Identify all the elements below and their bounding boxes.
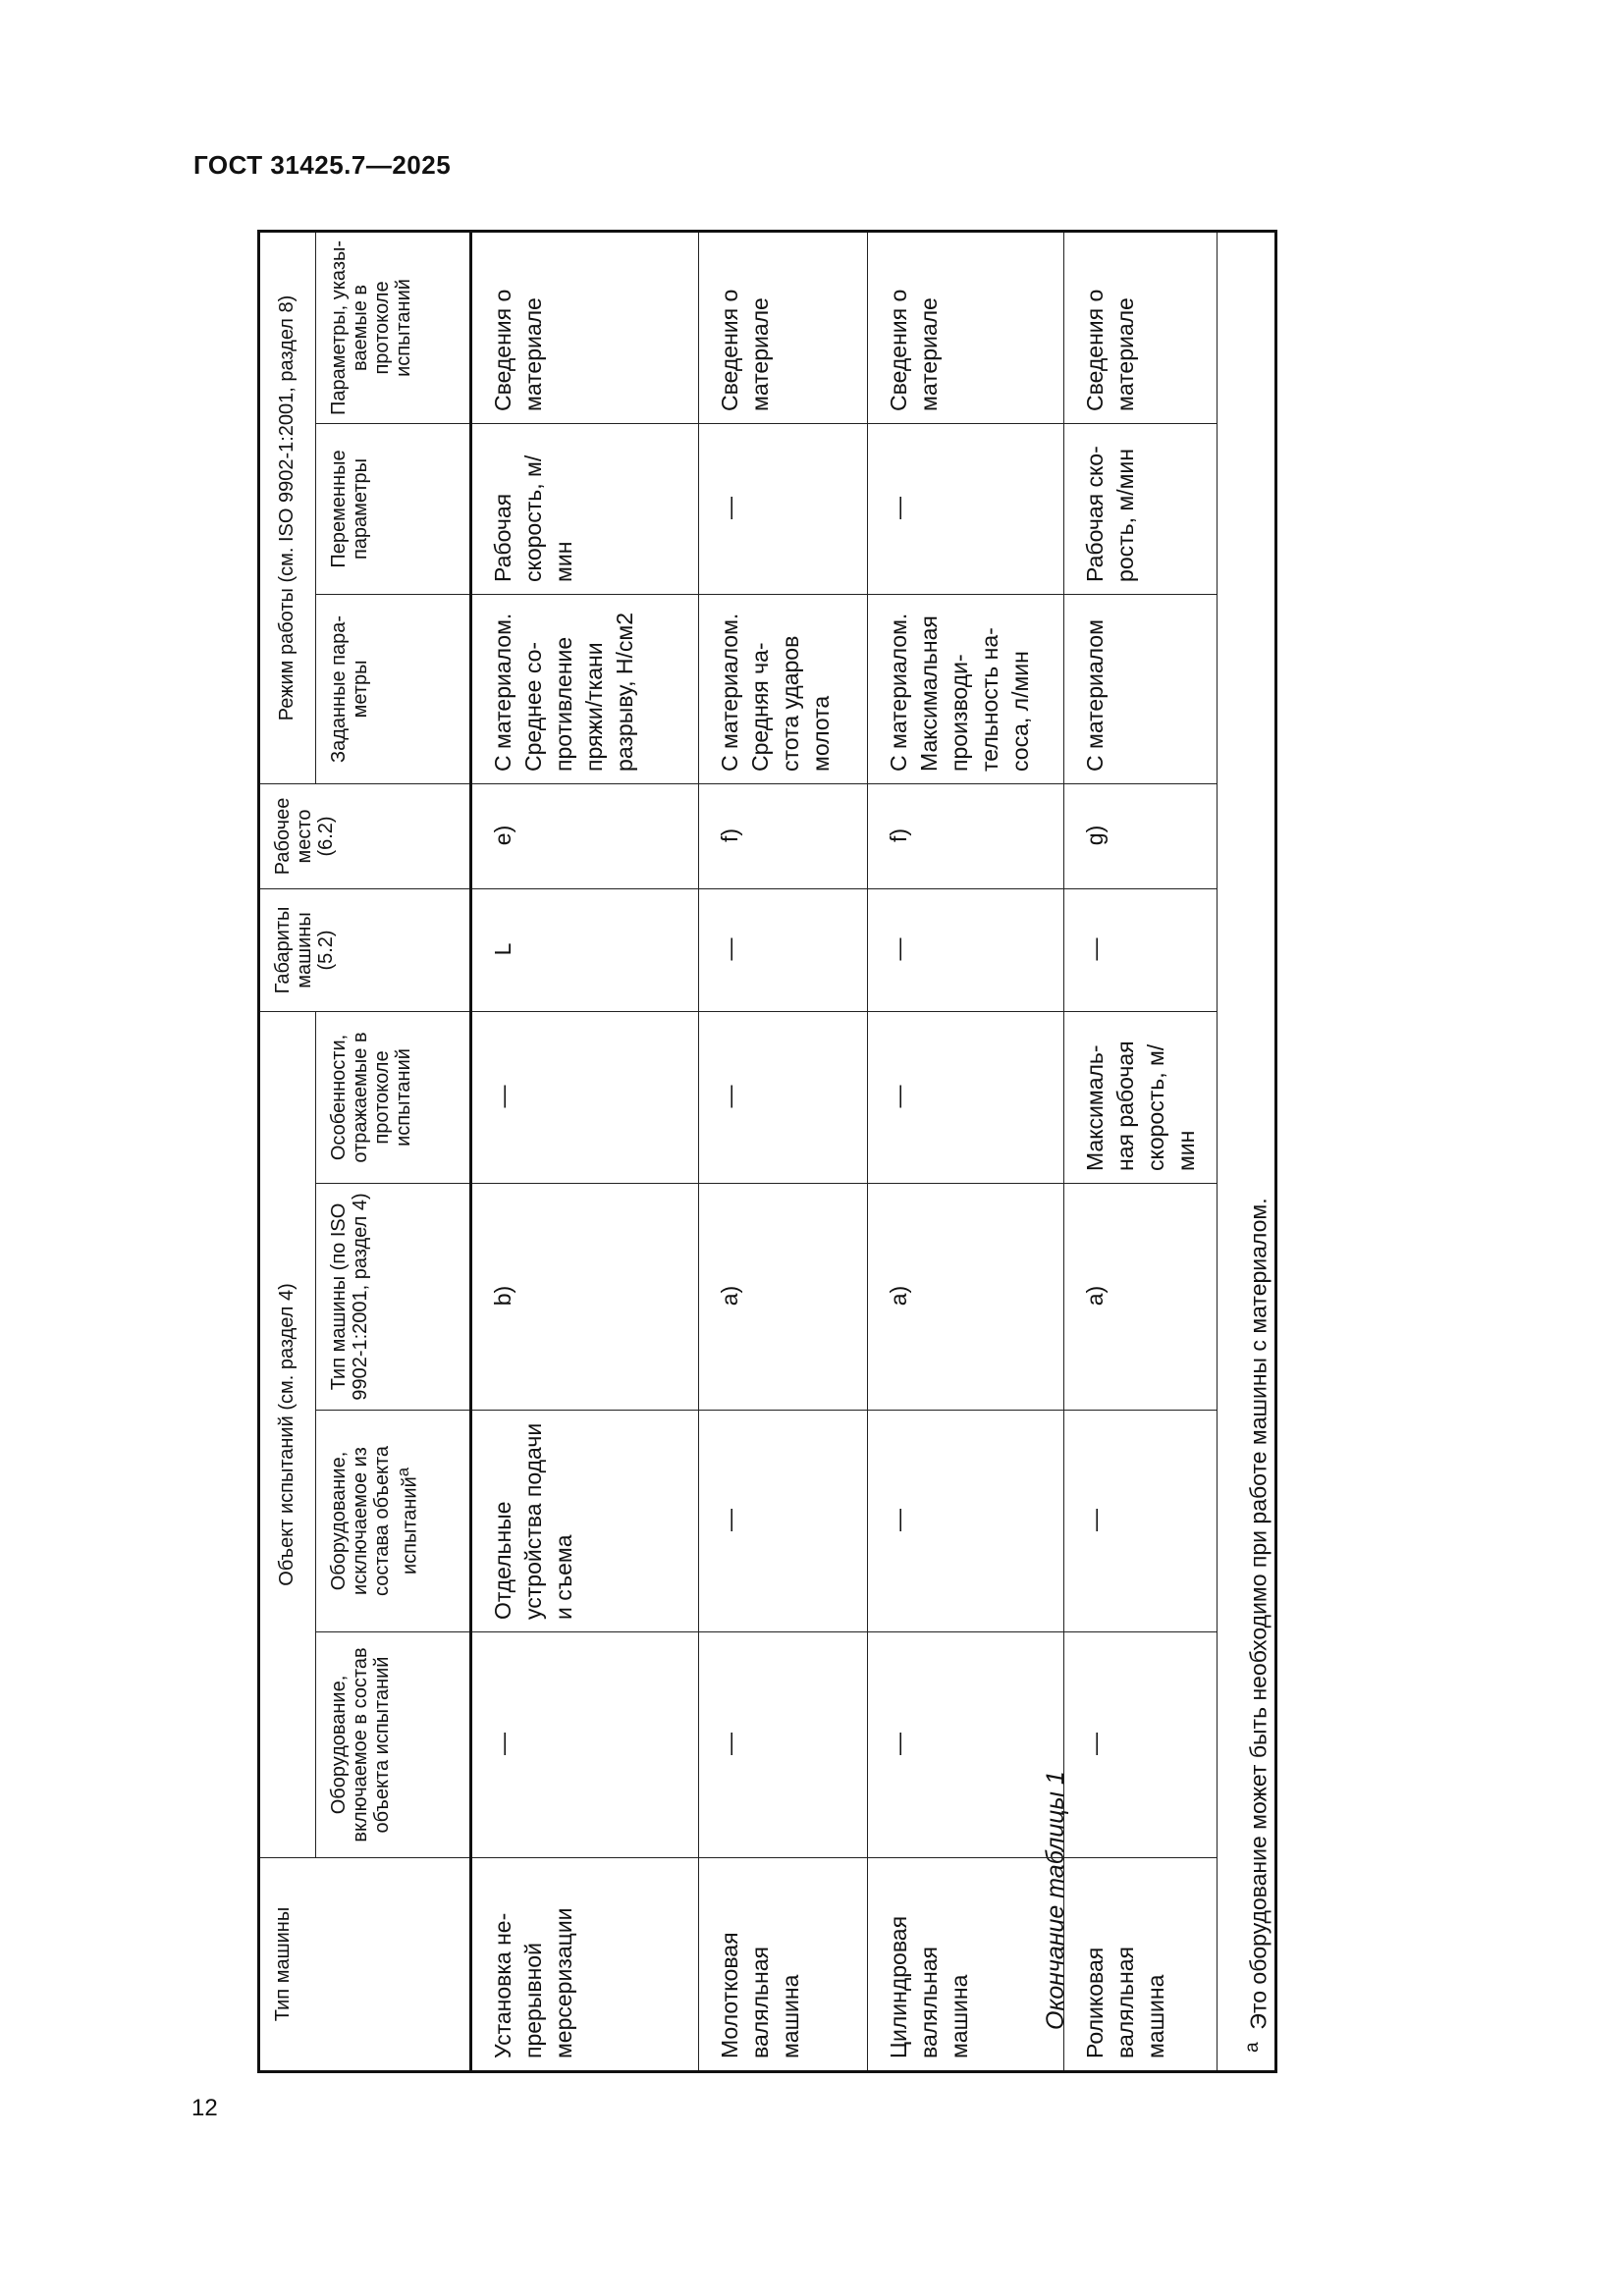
cell-workplace: e) [471,783,699,888]
header-machine-kind: Тип машины (по ISO 9902-1:2001, раздел 4) [316,1184,471,1411]
header-object-group: Объект испытаний (см. раздел 4) [259,1011,316,1857]
cell-set-params: С материалом. Средняя частота ударов молота [699,594,868,783]
table-footnote [1218,231,1276,2071]
header-features: Особенности, отражаемые в протоколе испытаний [316,1011,471,1183]
cell-report-params: Сведения о материале [1064,231,1218,423]
table-row [471,231,699,2071]
cell-excluded: Отдельные устройства подачи и съема [471,1411,699,1632]
cell-dimensions: L [471,888,699,1011]
cell-workplace: f) [868,783,1064,888]
cell-set-params: С материалом. Максимальная производительность насоса, л/мин [868,594,1064,783]
header-equip-included: Оборудование, включаемое в состав объекта испытаний [316,1632,471,1858]
header-equip-excluded [316,1411,471,1632]
cell-report-params: Сведения о материале [868,231,1064,423]
cell-excluded: — [868,1411,1064,1632]
cell-kind: a) [699,1184,868,1411]
header-workplace: Рабочее место (6.2) [259,783,471,888]
cell-machine: Молотковая валяльная машина [699,1858,868,2072]
cell-dimensions: — [1064,888,1218,1011]
header-dimensions: Габариты машины (5.2) [259,888,471,1011]
cell-features: — [868,1011,1064,1183]
header-report-params: Параметры, указываемые в протоколе испытаний [316,231,471,423]
footnote-row [1218,231,1276,2071]
cell-workplace: g) [1064,783,1218,888]
page-number: 12 [191,2095,218,2121]
cell-set-params: С материалом [1064,594,1218,783]
cell-dimensions: — [868,888,1064,1011]
header-row-1 [259,231,316,2071]
cell-machine: Цилиндровая валяльная машина [868,1858,1064,2072]
table-caption: Окончание таблицы 1 [1042,1771,1069,2030]
cell-excluded: — [699,1411,868,1632]
header-row-2 [316,231,471,2071]
cell-features: — [471,1011,699,1183]
header-var-params: Переменные параметры [316,423,471,594]
cell-set-params: С материалом. Среднее сопротивление пряжи/ткани разрыву, Н/см2 [471,594,699,783]
cell-included: — [699,1632,868,1858]
table-row [699,231,868,2071]
header-set-params: Заданные параметры [316,594,471,783]
cell-var-params: — [868,423,1064,594]
data-table [257,230,1277,2073]
cell-report-params: Сведения о материале [471,231,699,423]
cell-features: — [699,1011,868,1183]
footnote-mark: а [1242,2042,1263,2053]
header-equip-excluded-text: Оборудование, исключаемое из состава объекта испытаний [328,1445,421,1597]
cell-report-params: Сведения о материале [699,231,868,423]
cell-kind: b) [471,1184,699,1411]
cell-var-params: Рабочая скорость, м/мин [471,423,699,594]
footnote-text: Это оборудование может быть необходимо при работе машины с материалом. [1245,1198,1272,2030]
header-mode-group: Режим работы (см. ISO 9902-1:2001, раздел 8) [259,231,316,783]
cell-included: — [471,1632,699,1858]
cell-dimensions: — [699,888,868,1011]
cell-machine: Установка непрерывной мерсеризации [471,1858,699,2072]
header-machine-type: Тип машины [259,1858,471,2072]
cell-workplace: f) [699,783,868,888]
cell-machine: Роликовая валяльная машина [1064,1858,1218,2072]
cell-kind: a) [1064,1184,1218,1411]
cell-excluded: — [1064,1411,1218,1632]
cell-features: Максимальная рабочая скорость, м/мин [1064,1011,1218,1183]
rotated-table-container [257,233,1272,2073]
cell-var-params: — [699,423,868,594]
cell-included: — [1064,1632,1218,1858]
table-row [1064,231,1218,2071]
cell-included: — [868,1632,1064,1858]
footnote-ref: a [394,1467,412,1477]
cell-kind: a) [868,1184,1064,1411]
cell-var-params: Рабочая скорость, м/мин [1064,423,1218,594]
document-code: ГОСТ 31425.7—2025 [193,150,452,180]
table-row [868,231,1064,2071]
